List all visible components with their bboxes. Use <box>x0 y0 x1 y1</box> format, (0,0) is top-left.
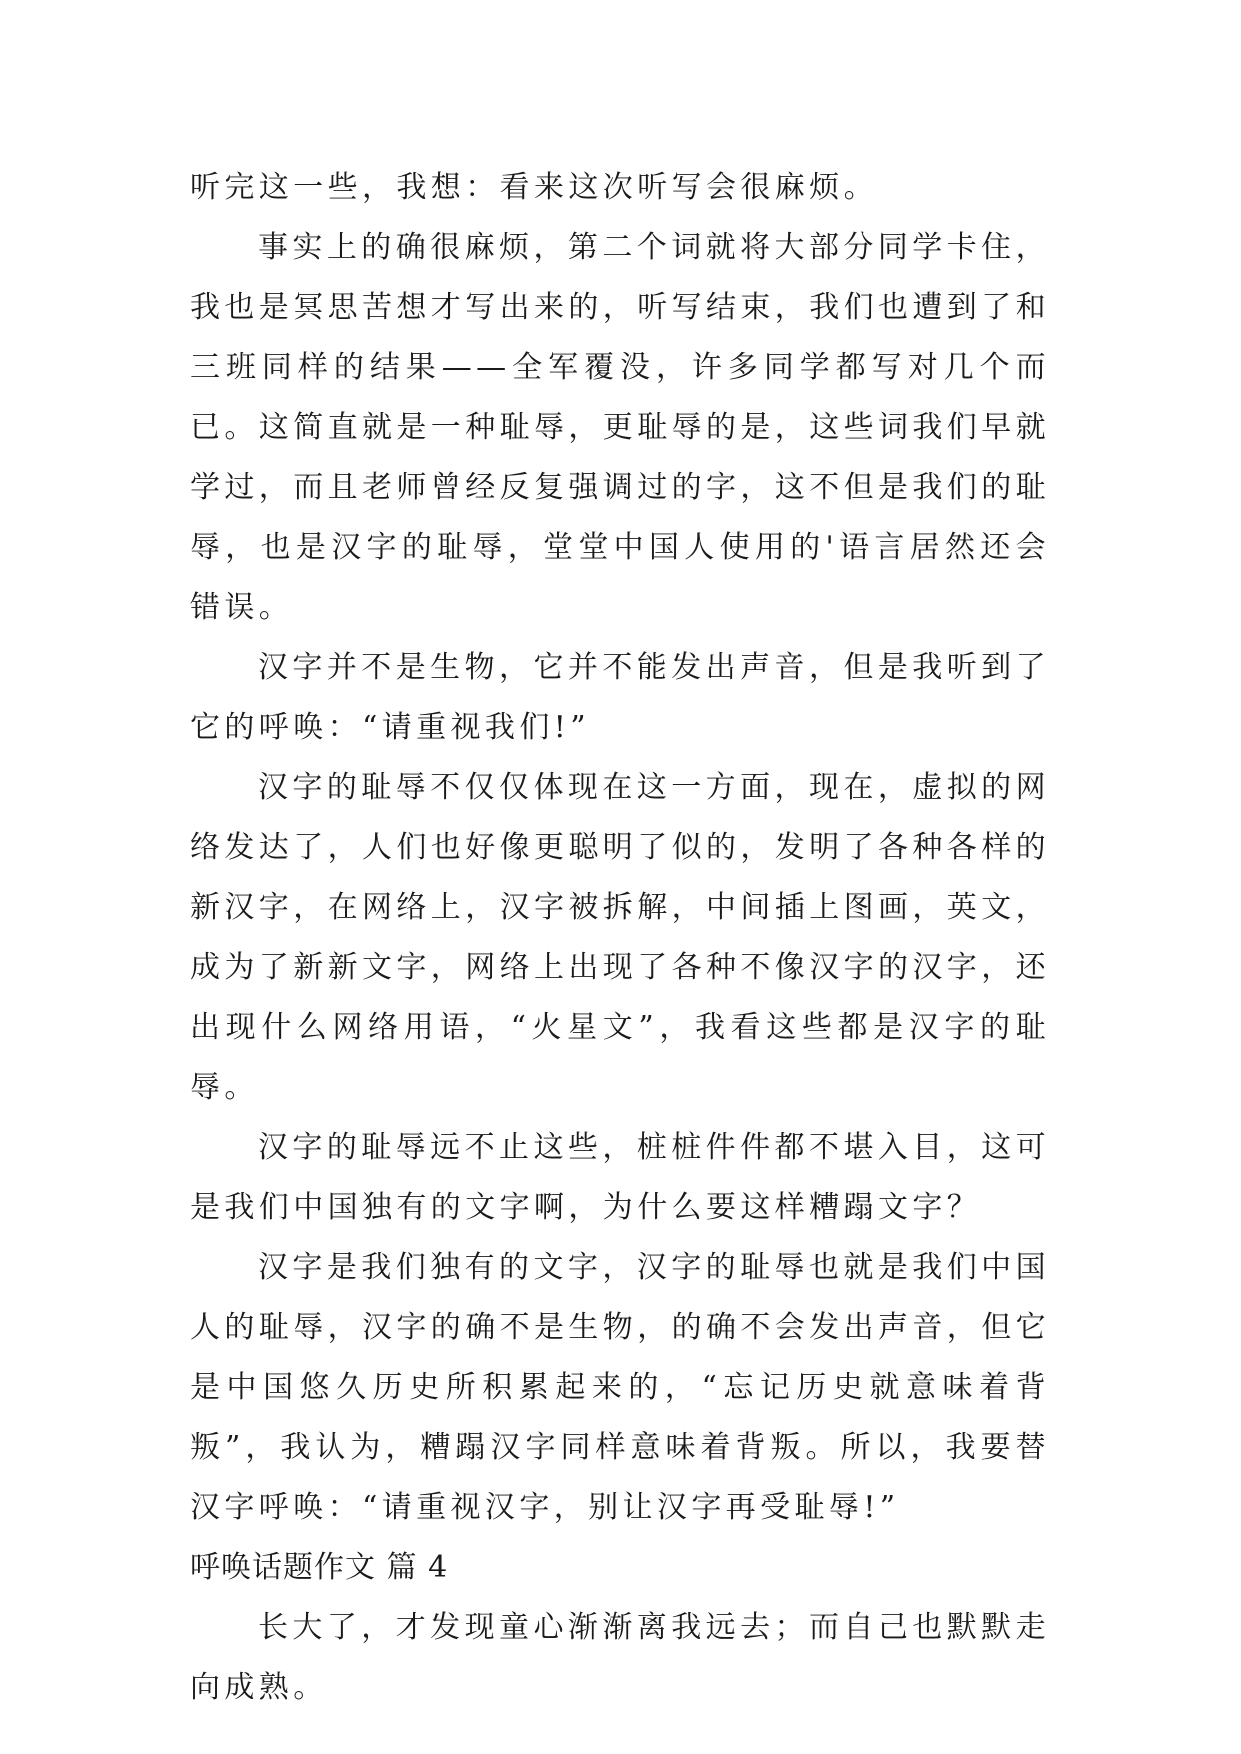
paragraph: 事实上的确很麻烦，第二个词就将大部分同学卡住，我也是冥思苦想才写出来的，听写结束，我们也遭到了和三班同样的结果——全军覆没，许多同学都写对几个而已。这简直就是一种耻辱，更耻辱的是，这些词我们早就学过，而且老师曾经反复强调过的字，这不但是我们的耻辱，也是汉字的耻辱，堂堂中国人使用的'语言居然还会错误。 <box>190 230 1050 625</box>
document-body <box>190 158 1050 1718</box>
paragraph: 汉字并不是生物，它并不能发出声音，但是我听到了它的呼唤：“请重视我们!” <box>190 650 1050 745</box>
paragraph: 汉字的耻辱不仅仅体现在这一方面，现在，虚拟的网络发达了，人们也好像更聪明了似的，发明了各种各样的新汉字，在网络上，汉字被拆解，中间插上图画，英文，成为了新新文字，网络上出现了各种不像汉字的汉字，还出现什么网络用语，“火星文”，我看这些都是汉字的耻辱。 <box>190 770 1050 1105</box>
paragraph-continuation: 听完这一些，我想：看来这次听写会很麻烦。 <box>190 170 878 205</box>
paragraph: 汉字是我们独有的文字，汉字的耻辱也就是我们中国人的耻辱，汉字的确不是生物，的确不会发出声音，但它是中国悠久历史所积累起来的，“忘记历史就意味着背叛”，我认为，糟蹋汉字同样意味着背叛。所以，我要替汉字呼唤：“请重视汉字，别让汉字再受耻辱!” <box>190 1250 1050 1525</box>
paragraph: 汉字的耻辱远不止这些，桩桩件件都不堪入目，这可是我们中国独有的文字啊，为什么要这样糟蹋文字？ <box>190 1130 1050 1225</box>
paragraph: 长大了，才发现童心渐渐离我远去；而自己也默默走向成熟。 <box>190 1610 1050 1705</box>
section-heading: 呼唤话题作文 篇 4 <box>190 1550 449 1585</box>
